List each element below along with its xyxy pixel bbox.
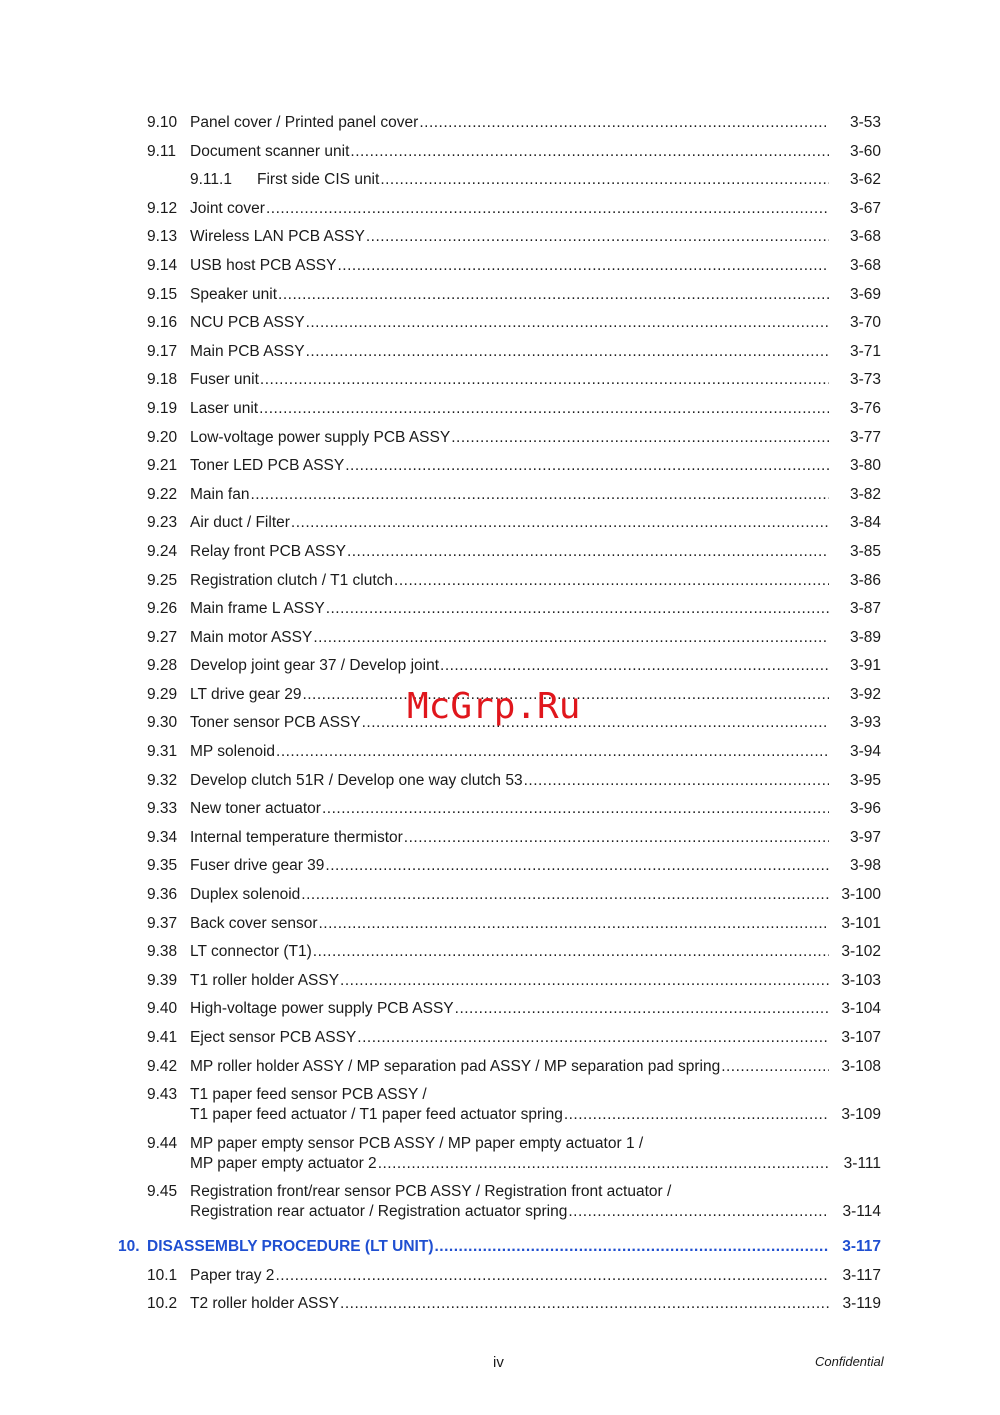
toc-entry[interactable]	[0, 942, 1000, 971]
dot-leader	[325, 856, 829, 876]
toc-entry-page: 3-87	[849, 600, 881, 618]
toc-entry-page: 3-67	[849, 199, 881, 217]
dot-leader	[326, 599, 829, 619]
toc-entry[interactable]	[0, 1266, 1000, 1295]
toc-entry-body	[190, 799, 881, 819]
toc-entry-title: T1 paper feed actuator / T1 paper feed actuator spring	[190, 1106, 563, 1124]
toc-entry[interactable]	[0, 428, 1000, 457]
toc-entry-page: 3-109	[841, 1106, 881, 1124]
toc-entry-title: Low-voltage power supply PCB ASSY	[190, 428, 451, 446]
toc-entry-title: Back cover sensor	[190, 914, 318, 932]
toc-entry[interactable]	[0, 542, 1000, 571]
toc-entry-number: 9.15	[147, 285, 178, 303]
toc-entry-title-line: T1 paper feed sensor PCB ASSY /	[190, 1086, 427, 1104]
toc-entry-body	[147, 1237, 881, 1257]
toc-entry-page: 3-91	[849, 657, 881, 675]
toc-entry-number: 9.22	[147, 485, 178, 503]
toc-entry-title: Main motor ASSY	[190, 628, 313, 646]
toc-entry-body	[257, 170, 881, 190]
toc-entry-body	[190, 571, 881, 591]
toc-entry[interactable]	[0, 313, 1000, 342]
toc-entry-page: 3-96	[849, 800, 881, 818]
toc-entry-body	[190, 370, 881, 390]
toc-entry-number: 9.39	[147, 971, 178, 989]
toc-entry[interactable]	[0, 628, 1000, 657]
dot-leader	[322, 799, 829, 819]
toc-entry-title: LT drive gear 29	[190, 685, 302, 703]
toc-entry-number: 9.10	[147, 114, 178, 131]
toc-entry-number: 9.20	[147, 428, 178, 446]
footer-confidential: Confidential	[815, 1354, 884, 1369]
dot-leader	[306, 313, 829, 333]
dot-leader	[340, 1294, 829, 1314]
toc-entry-page: 3-71	[849, 342, 881, 360]
toc-entry-title: Registration rear actuator / Registration actuator spring	[190, 1203, 568, 1221]
toc-entry-title: Document scanner unit	[190, 142, 350, 160]
toc-entry-page: 3-86	[849, 571, 881, 589]
toc-entry-page: 3-119	[842, 1295, 881, 1313]
toc-entry-page: 3-102	[841, 943, 881, 961]
toc-entry[interactable]	[0, 142, 1000, 171]
toc-entry[interactable]	[0, 771, 1000, 800]
toc-entry-title: Develop joint gear 37 / Develop joint	[190, 657, 440, 675]
toc-entry-page: 3-108	[841, 1057, 881, 1075]
toc-entry-title: Main fan	[190, 485, 250, 503]
dot-leader	[568, 1202, 829, 1222]
toc-entry-title: Laser unit	[190, 399, 259, 417]
toc-entry-number: 9.25	[147, 571, 178, 589]
toc-entry-page: 3-84	[849, 514, 881, 532]
toc-entry-page: 3-62	[849, 171, 881, 189]
toc-entry-number: 9.37	[147, 914, 178, 932]
dot-leader	[404, 828, 829, 848]
toc-entry-title: USB host PCB ASSY	[190, 256, 337, 274]
toc-entry-number: 9.34	[147, 828, 178, 846]
toc-entry[interactable]	[0, 1057, 1000, 1086]
toc-chapter-entry[interactable]	[0, 1237, 1000, 1266]
dot-leader	[419, 113, 829, 133]
dot-leader	[313, 942, 829, 962]
dot-leader	[435, 1237, 830, 1257]
toc-entry-page: 3-60	[849, 142, 881, 160]
toc-entry-page: 3-69	[849, 285, 881, 303]
toc-entry-title: NCU PCB ASSY	[190, 314, 305, 332]
dot-leader	[275, 1266, 829, 1286]
toc-entry[interactable]	[0, 828, 1000, 857]
dot-leader	[340, 971, 829, 991]
toc-entry-number: 9.23	[147, 514, 178, 532]
dot-leader	[721, 1057, 829, 1077]
dot-leader	[350, 142, 829, 162]
toc-entry-number: 9.12	[147, 199, 178, 217]
dot-leader	[564, 1105, 829, 1125]
toc-entry-page: 3-94	[849, 743, 881, 761]
dot-leader	[276, 742, 829, 762]
dot-leader	[319, 914, 830, 934]
toc-entry-page: 3-68	[849, 256, 881, 274]
toc-entry[interactable]	[0, 1028, 1000, 1057]
toc-entry-body	[190, 256, 881, 276]
toc-entry-title: Main PCB ASSY	[190, 342, 305, 360]
toc-entry[interactable]	[0, 914, 1000, 943]
footer-page-number: iv	[493, 1354, 504, 1371]
toc-entry-page: 3-76	[849, 399, 881, 417]
toc-entry-body	[190, 942, 881, 962]
toc-entry-number: 9.19	[147, 399, 178, 417]
toc-entry-page: 3-80	[849, 457, 881, 475]
toc-entry-title: First side CIS unit	[257, 171, 380, 189]
dot-leader	[301, 885, 829, 905]
toc-entry-page: 3-82	[849, 485, 881, 503]
toc-entry-title: Internal temperature thermistor	[190, 828, 403, 846]
toc-entry-body	[190, 599, 881, 619]
toc-entry[interactable]	[0, 742, 1000, 771]
toc-entry-page: 3-117	[842, 1266, 881, 1284]
toc-entry[interactable]	[0, 342, 1000, 371]
toc-entry[interactable]	[0, 199, 1000, 228]
toc-entry-page: 3-98	[849, 857, 881, 875]
toc-entry[interactable]	[0, 399, 1000, 428]
toc-entry-title: Paper tray 2	[190, 1266, 275, 1284]
toc-entry-number: 10.	[118, 1237, 140, 1255]
toc-entry-body	[190, 856, 881, 876]
toc-entry-number: 10.2	[147, 1295, 178, 1313]
toc-entry-page: 3-97	[849, 828, 881, 846]
toc-entry-number: 9.29	[147, 685, 178, 703]
dot-leader	[259, 399, 829, 419]
toc-entry-number: 9.42	[147, 1057, 178, 1075]
toc-entry-number: 9.24	[147, 542, 178, 560]
toc-entry[interactable]	[0, 513, 1000, 542]
toc-entry-title: DISASSEMBLY PROCEDURE (LT UNIT)	[147, 1237, 434, 1255]
dot-leader	[378, 1154, 829, 1174]
toc-entry[interactable]	[0, 999, 1000, 1028]
toc-entry-page: 3-89	[849, 628, 881, 646]
toc-entry[interactable]	[0, 485, 1000, 514]
toc-entry-title: Develop clutch 51R / Develop one way clutch 53	[190, 771, 523, 789]
dot-leader	[440, 656, 829, 676]
toc-entry-title: New toner actuator	[190, 800, 321, 818]
toc-entry-number: 9.17	[147, 342, 178, 360]
toc-entry[interactable]	[0, 599, 1000, 628]
dot-leader	[394, 571, 829, 591]
toc-entry-body	[190, 656, 881, 676]
toc-entry-page: 3-101	[841, 914, 881, 932]
toc-entry-title: Panel cover / Printed panel cover	[190, 114, 419, 131]
toc-entry-title: Speaker unit	[190, 285, 278, 303]
toc-entry-number: 9.43	[147, 1086, 178, 1104]
dot-leader	[451, 428, 829, 448]
toc-entry-body	[190, 914, 881, 934]
toc-entry-body	[190, 285, 881, 305]
toc-entry-number: 10.1	[147, 1266, 178, 1284]
dot-leader	[455, 999, 829, 1019]
toc-entry[interactable]	[0, 370, 1000, 399]
toc-entry[interactable]	[0, 1085, 1000, 1134]
toc-entry[interactable]	[0, 113, 1000, 142]
toc-entry-title: LT connector (T1)	[190, 943, 312, 961]
toc-entry-number: 9.45	[147, 1183, 178, 1201]
toc-entry-page: 3-85	[849, 542, 881, 560]
toc-entry-number: 9.11	[147, 142, 177, 160]
toc-entry-number: 9.40	[147, 1000, 178, 1018]
toc-entry[interactable]	[0, 170, 1000, 199]
toc-entry-body	[190, 771, 881, 791]
toc-entry-title: Fuser drive gear 39	[190, 857, 325, 875]
toc-entry[interactable]	[0, 571, 1000, 600]
toc-entry-number: 9.31	[147, 743, 178, 761]
dot-leader	[345, 456, 829, 476]
toc-entry-body	[190, 999, 881, 1019]
toc-entry-number: 9.18	[147, 371, 178, 389]
toc-entry-title: T1 roller holder ASSY	[190, 971, 340, 989]
toc-entry-title: T2 roller holder ASSY	[190, 1295, 340, 1313]
toc-entry-title: Relay front PCB ASSY	[190, 542, 346, 560]
toc-entry-title: Joint cover	[190, 199, 265, 217]
dot-leader	[347, 542, 829, 562]
toc-entry-body	[190, 513, 881, 533]
watermark-logo: McGrp.Ru	[407, 686, 581, 727]
toc-entry-body	[190, 313, 881, 333]
toc-entry-number: 9.26	[147, 600, 178, 618]
toc-entry-page: 3-103	[841, 971, 881, 989]
toc-entry-number: 9.41	[147, 1029, 178, 1046]
toc-entry-page: 3-117	[842, 1237, 881, 1255]
toc-entry-body	[190, 1294, 881, 1314]
toc-entry-title: Wireless LAN PCB ASSY	[190, 228, 365, 246]
toc-entry-body	[190, 542, 881, 562]
toc-entry-title: Duplex solenoid	[190, 886, 301, 904]
toc-entry-page: 3-114	[842, 1203, 881, 1221]
toc-entry-title-line: Registration front/rear sensor PCB ASSY / Registration front actuator /	[190, 1183, 672, 1201]
toc-entry-title: Registration clutch / T1 clutch	[190, 571, 394, 589]
dot-leader	[366, 227, 829, 247]
toc-entry-body	[190, 428, 881, 448]
toc-entry-title: Main frame L ASSY	[190, 600, 325, 618]
toc-entry-page: 3-77	[849, 428, 881, 446]
toc-entry-number: 9.13	[147, 228, 178, 246]
toc-entry-number: 9.16	[147, 314, 178, 332]
toc-entry[interactable]	[0, 656, 1000, 685]
toc-entry-title: Eject sensor PCB ASSY	[190, 1029, 357, 1046]
toc-entry-body	[190, 885, 881, 905]
toc-entry[interactable]	[0, 799, 1000, 828]
toc-entry-number: 9.32	[147, 771, 178, 789]
toc-entry-title: Toner LED PCB ASSY	[190, 457, 345, 475]
dot-leader	[306, 342, 829, 362]
dot-leader	[313, 628, 829, 648]
toc-entry-number: 9.35	[147, 857, 178, 875]
toc-entry-body	[190, 628, 881, 648]
toc-entry-number: 9.30	[147, 714, 178, 732]
toc-entry-body	[190, 1134, 881, 1174]
toc-entry-body	[190, 227, 881, 247]
toc-entry-page: 3-68	[849, 228, 881, 246]
toc-entry[interactable]	[0, 256, 1000, 285]
toc-entry-number: 9.33	[147, 800, 178, 818]
toc-entry-body	[190, 456, 881, 476]
dot-leader	[266, 199, 829, 219]
dot-leader	[357, 1028, 829, 1048]
toc-entry-page: 3-92	[849, 685, 881, 703]
toc-entry-body	[190, 828, 881, 848]
dot-leader	[278, 285, 829, 305]
toc-entry-body	[190, 1057, 881, 1077]
toc-entry-number: 9.44	[147, 1134, 178, 1152]
toc-entry-body	[190, 1182, 881, 1222]
toc-entry-page: 3-95	[849, 771, 881, 789]
toc-entry-title: Toner sensor PCB ASSY	[190, 714, 361, 732]
toc-entry-number: 9.36	[147, 886, 178, 904]
toc-entry-number: 9.21	[147, 457, 178, 475]
toc-entry-title: MP paper empty actuator 2	[190, 1154, 377, 1172]
toc-entry-title: Air duct / Filter	[190, 514, 290, 532]
toc-entry[interactable]	[0, 885, 1000, 914]
toc-entry-number: 9.11.1	[190, 171, 232, 189]
toc-entry-title-line: MP paper empty sensor PCB ASSY / MP paper empty actuator 1 /	[190, 1134, 644, 1152]
toc-entry[interactable]	[0, 971, 1000, 1000]
toc-entry-body	[190, 971, 881, 991]
toc-entry-number: 9.38	[147, 943, 178, 961]
toc-entry-page: 3-111	[843, 1154, 881, 1172]
toc-entry-body	[190, 1085, 881, 1125]
toc-entry-page: 3-100	[841, 886, 881, 904]
toc-entry-body	[190, 113, 881, 133]
toc-entry[interactable]	[0, 456, 1000, 485]
toc-entry[interactable]	[0, 227, 1000, 256]
toc-entry[interactable]	[0, 1134, 1000, 1183]
toc-entry-number: 9.14	[147, 256, 178, 274]
toc-entry-page: 3-107	[841, 1029, 881, 1046]
toc-entry-page: 3-70	[849, 314, 881, 332]
toc-entry-title: Fuser unit	[190, 371, 259, 389]
toc-entry-body	[190, 485, 881, 505]
dot-leader	[337, 256, 829, 276]
toc-entry-page: 3-93	[849, 714, 881, 732]
dot-leader	[260, 370, 829, 390]
toc-entry-body	[190, 1028, 881, 1048]
toc-entry[interactable]	[0, 285, 1000, 314]
toc-entry-title: MP solenoid	[190, 743, 276, 761]
toc-entry-page: 3-53	[849, 114, 881, 131]
toc-entry-body	[190, 742, 881, 762]
toc-entry-body	[190, 142, 881, 162]
toc-entry-page: 3-104	[841, 1000, 881, 1018]
toc-entry-title: High-voltage power supply PCB ASSY	[190, 1000, 454, 1018]
toc-entry-body	[190, 342, 881, 362]
toc-entry-title: MP roller holder ASSY / MP separation pad ASSY / MP separation pad spring	[190, 1057, 721, 1075]
dot-leader	[380, 170, 829, 190]
toc-entry-number: 9.28	[147, 657, 178, 675]
toc-entry-number: 9.27	[147, 628, 178, 646]
toc-entry[interactable]	[0, 1294, 1000, 1323]
dot-leader	[291, 513, 829, 533]
toc-entry-page: 3-73	[849, 371, 881, 389]
toc-entry-body	[190, 399, 881, 419]
toc-entry[interactable]	[0, 1182, 1000, 1231]
toc-entry[interactable]	[0, 856, 1000, 885]
toc-entry-body	[190, 1266, 881, 1286]
dot-leader	[250, 485, 829, 505]
dot-leader	[524, 771, 829, 791]
toc-entry-body	[190, 199, 881, 219]
